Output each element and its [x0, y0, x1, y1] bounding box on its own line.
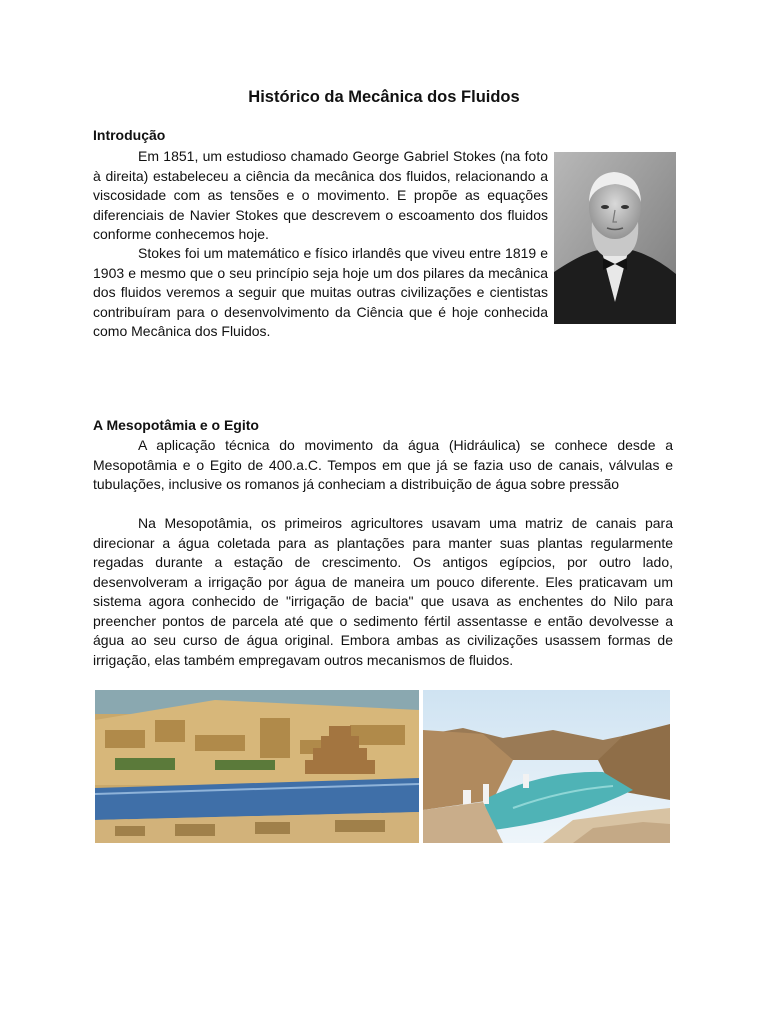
section-heading-mesopotamia-egito: A Mesopotâmia e o Egito [93, 417, 259, 433]
paragraph-text: Em 1851, um estudioso chamado George Gabriel Stokes (na foto à direita) estabeleceu a ciência da mecânica dos fluidos, relacionando a viscosidade com as tensões e o movimento. E propõe as equações diferenciais de Navier Stokes que descrevem o escoamento dos fluidos conforme conhecemos hoje. [93, 148, 548, 242]
paragraph [93, 147, 548, 245]
stokes-portrait-photo [554, 152, 676, 324]
paragraph-text: Stokes foi um matemático e físico irlandês que viveu entre 1819 e 1903 e mesmo que o seu princípio seja hoje um dos pilares da mecânica dos fluidos veremos a seguir que muitas outras civilizações e cientistas contribuíram para o desenvolvimento da Ciência que é hoje conhecida como Mecânica dos Fluidos. [93, 245, 548, 339]
irrigation-canal-photo [423, 690, 670, 843]
paragraph [93, 514, 673, 670]
paragraph [93, 244, 548, 342]
ancient-city-canal-illustration [95, 690, 419, 843]
paragraph-text: Na Mesopotâmia, os primeiros agricultores usavam uma matriz de canais para direcionar a água coletada para as plantações para manter suas plantas regularmente regadas durante a estação de crescimento. Os antigos egípcios, por outro lado, desenvolveram a irrigação por água de maneira um pouco diferente. Eles praticavam um sistema agora conhecido de "irrigação de bacia" que usava as enchentes do Nilo para preencher pontos de parcela até que o sedimento fértil assentasse e então devolvesse a água ao seu curso de água original. Embora ambas as civilizações usassem formas de irrigação, elas também empregavam outros mecanismos de fluidos. [93, 515, 673, 668]
section-heading-introducao: Introdução [93, 127, 166, 143]
document-title: Histórico da Mecânica dos Fluidos [248, 88, 520, 106]
paragraph [93, 436, 673, 495]
paragraph-text: A aplicação técnica do movimento da água (Hidráulica) se conhece desde a Mesopotâmia e o Egito de 400.a.C. Tempos em que já se fazia uso de canais, válvulas e tubulações, inclusive os romanos já conheciam a distribuição de água sobre pressão [93, 437, 673, 492]
